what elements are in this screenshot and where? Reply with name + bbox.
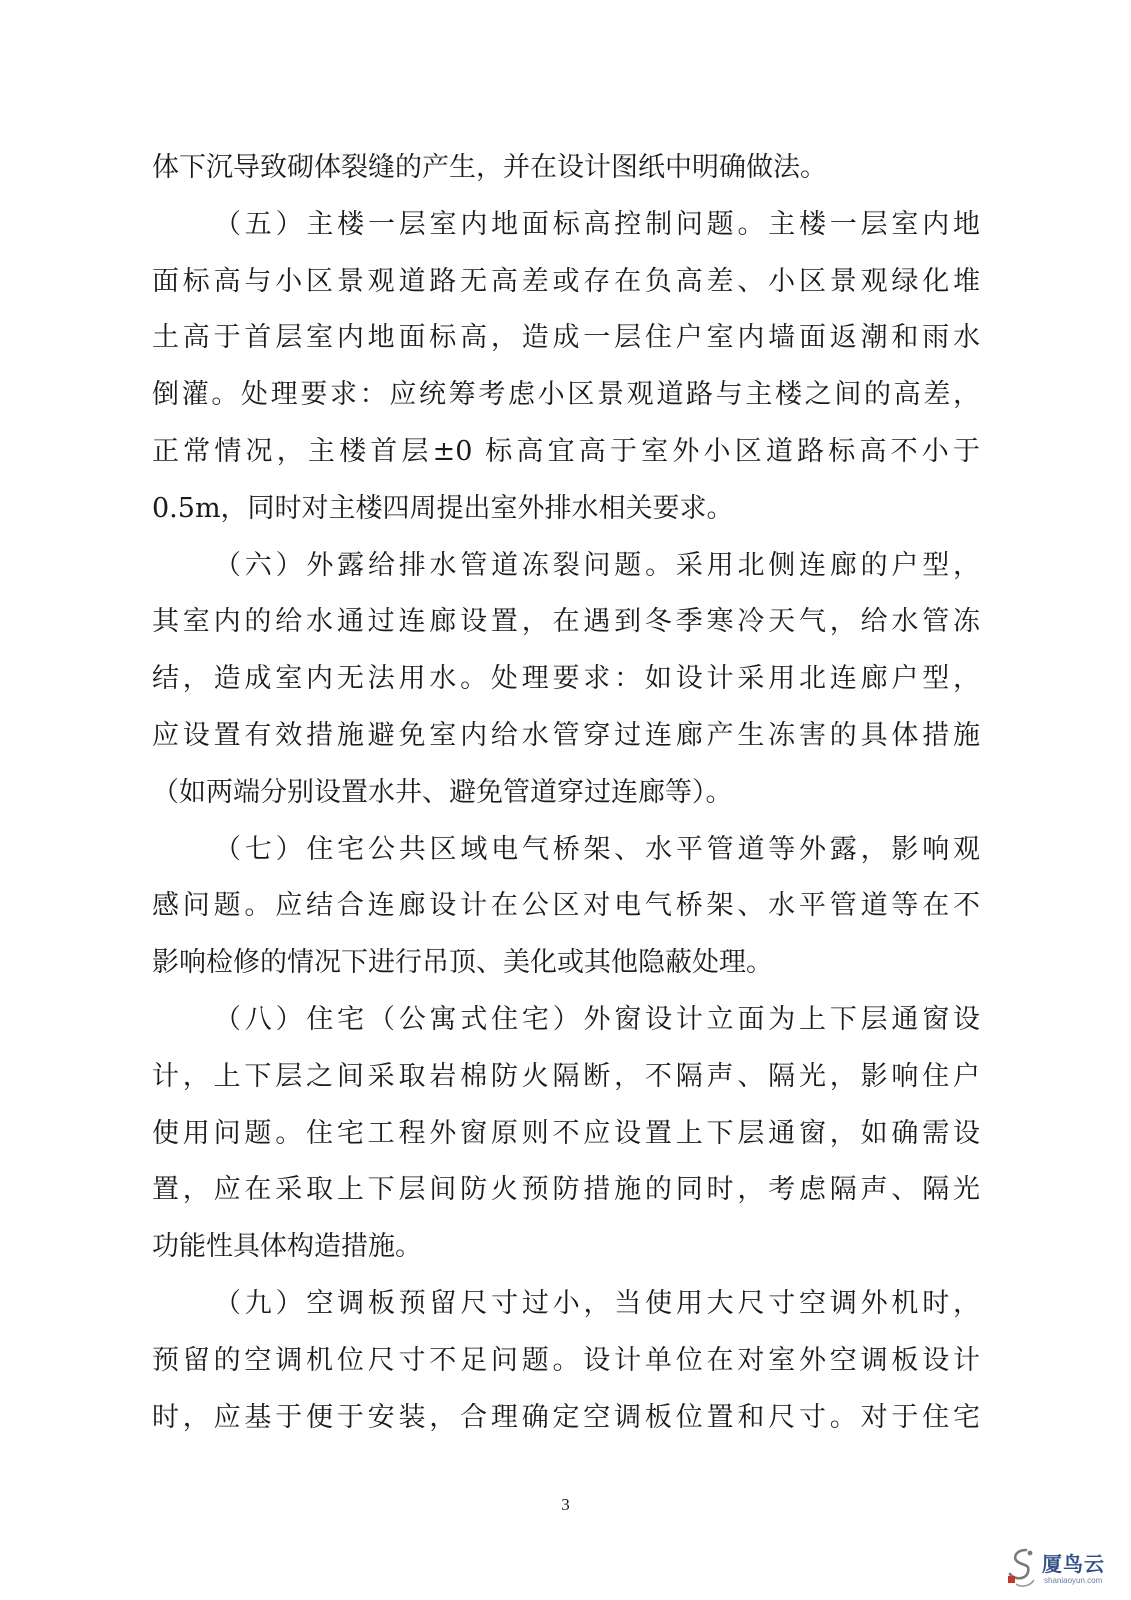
text-line: 土高于首层室内地面标高，造成一层住户室内墙面返潮和雨水 <box>152 322 980 354</box>
text-line: 面标高与小区景观道路无高差或存在负高差、小区景观绿化堆 <box>152 265 980 297</box>
watermark-name: 厦鸟云 <box>1042 1552 1105 1576</box>
text-line: 时，应基于便于安装，合理确定空调板位置和尺寸。对于住宅 <box>152 1401 980 1433</box>
text-line: 感问题。应结合连廊设计在公区对电气桥架、水平管道等在不 <box>152 890 980 922</box>
text-line: 体下沉导致砌体裂缝的产生，并在设计图纸中明确做法。 <box>152 152 827 183</box>
text-line: （九）空调板预留尺寸过小，当使用大尺寸空调外机时， <box>214 1287 980 1319</box>
text-line: 其室内的给水通过连廊设置，在遇到冬季寒冷天气，给水管冻 <box>152 606 980 638</box>
paragraph-item-8 <box>152 992 980 1276</box>
text-line: （六）外露给排水管道冻裂问题。采用北侧连廊的户型， <box>214 549 980 581</box>
paragraph-item-7 <box>152 822 980 992</box>
text-line: 影响检修的情况下进行吊顶、美化或其他隐蔽处理。 <box>152 947 773 979</box>
watermark-url: shaniaoyun.com <box>1044 1576 1103 1585</box>
text-line: （如两端分别设置水井、避免管道穿过连廊等）。 <box>152 776 733 808</box>
paragraph-continuation <box>152 140 980 197</box>
text-line: 预留的空调机位尺寸不足问题。设计单位在对室外空调板设计 <box>152 1344 980 1376</box>
text-line: 倒灌。处理要求：应统筹考虑小区景观道路与主楼之间的高差， <box>152 379 980 411</box>
document-body <box>152 140 980 1446</box>
page-number: 3 <box>561 1495 570 1514</box>
text-line: 应设置有效措施避免室内给水管穿过连廊产生冻害的具体措施 <box>152 719 980 751</box>
text-line: 使用问题。住宅工程外窗原则不应设置上下层通窗，如确需设 <box>152 1117 980 1149</box>
text-line: 计，上下层之间采取岩棉防火隔断，不隔声、隔光，影响住户 <box>152 1060 980 1092</box>
paragraph-item-6 <box>152 538 980 822</box>
text-line: 功能性具体构造措施。 <box>152 1231 422 1263</box>
text-line: 正常情况，主楼首层±0 标高宜高于室外小区道路标高不小于 <box>152 435 980 467</box>
paragraph-item-5 <box>152 197 980 538</box>
text-line: （八）住宅（公寓式住宅）外窗设计立面为上下层通窗设 <box>214 1003 980 1035</box>
bird-logo-icon <box>1004 1546 1040 1590</box>
text-line: （五）主楼一层室内地面标高控制问题。主楼一层室内地 <box>214 208 980 240</box>
text-line: 置，应在采取上下层间防火预防措施的同时，考虑隔声、隔光 <box>152 1174 980 1206</box>
text-line: 0.5m，同时对主楼四周提出室外排水相关要求。 <box>152 492 734 524</box>
text-line: 结，造成室内无法用水。处理要求：如设计采用北连廊户型， <box>152 663 980 695</box>
text-line: （七）住宅公共区域电气桥架、水平管道等外露，影响观 <box>214 833 980 865</box>
watermark <box>1004 1546 1124 1590</box>
paragraph-item-9 <box>152 1276 980 1446</box>
